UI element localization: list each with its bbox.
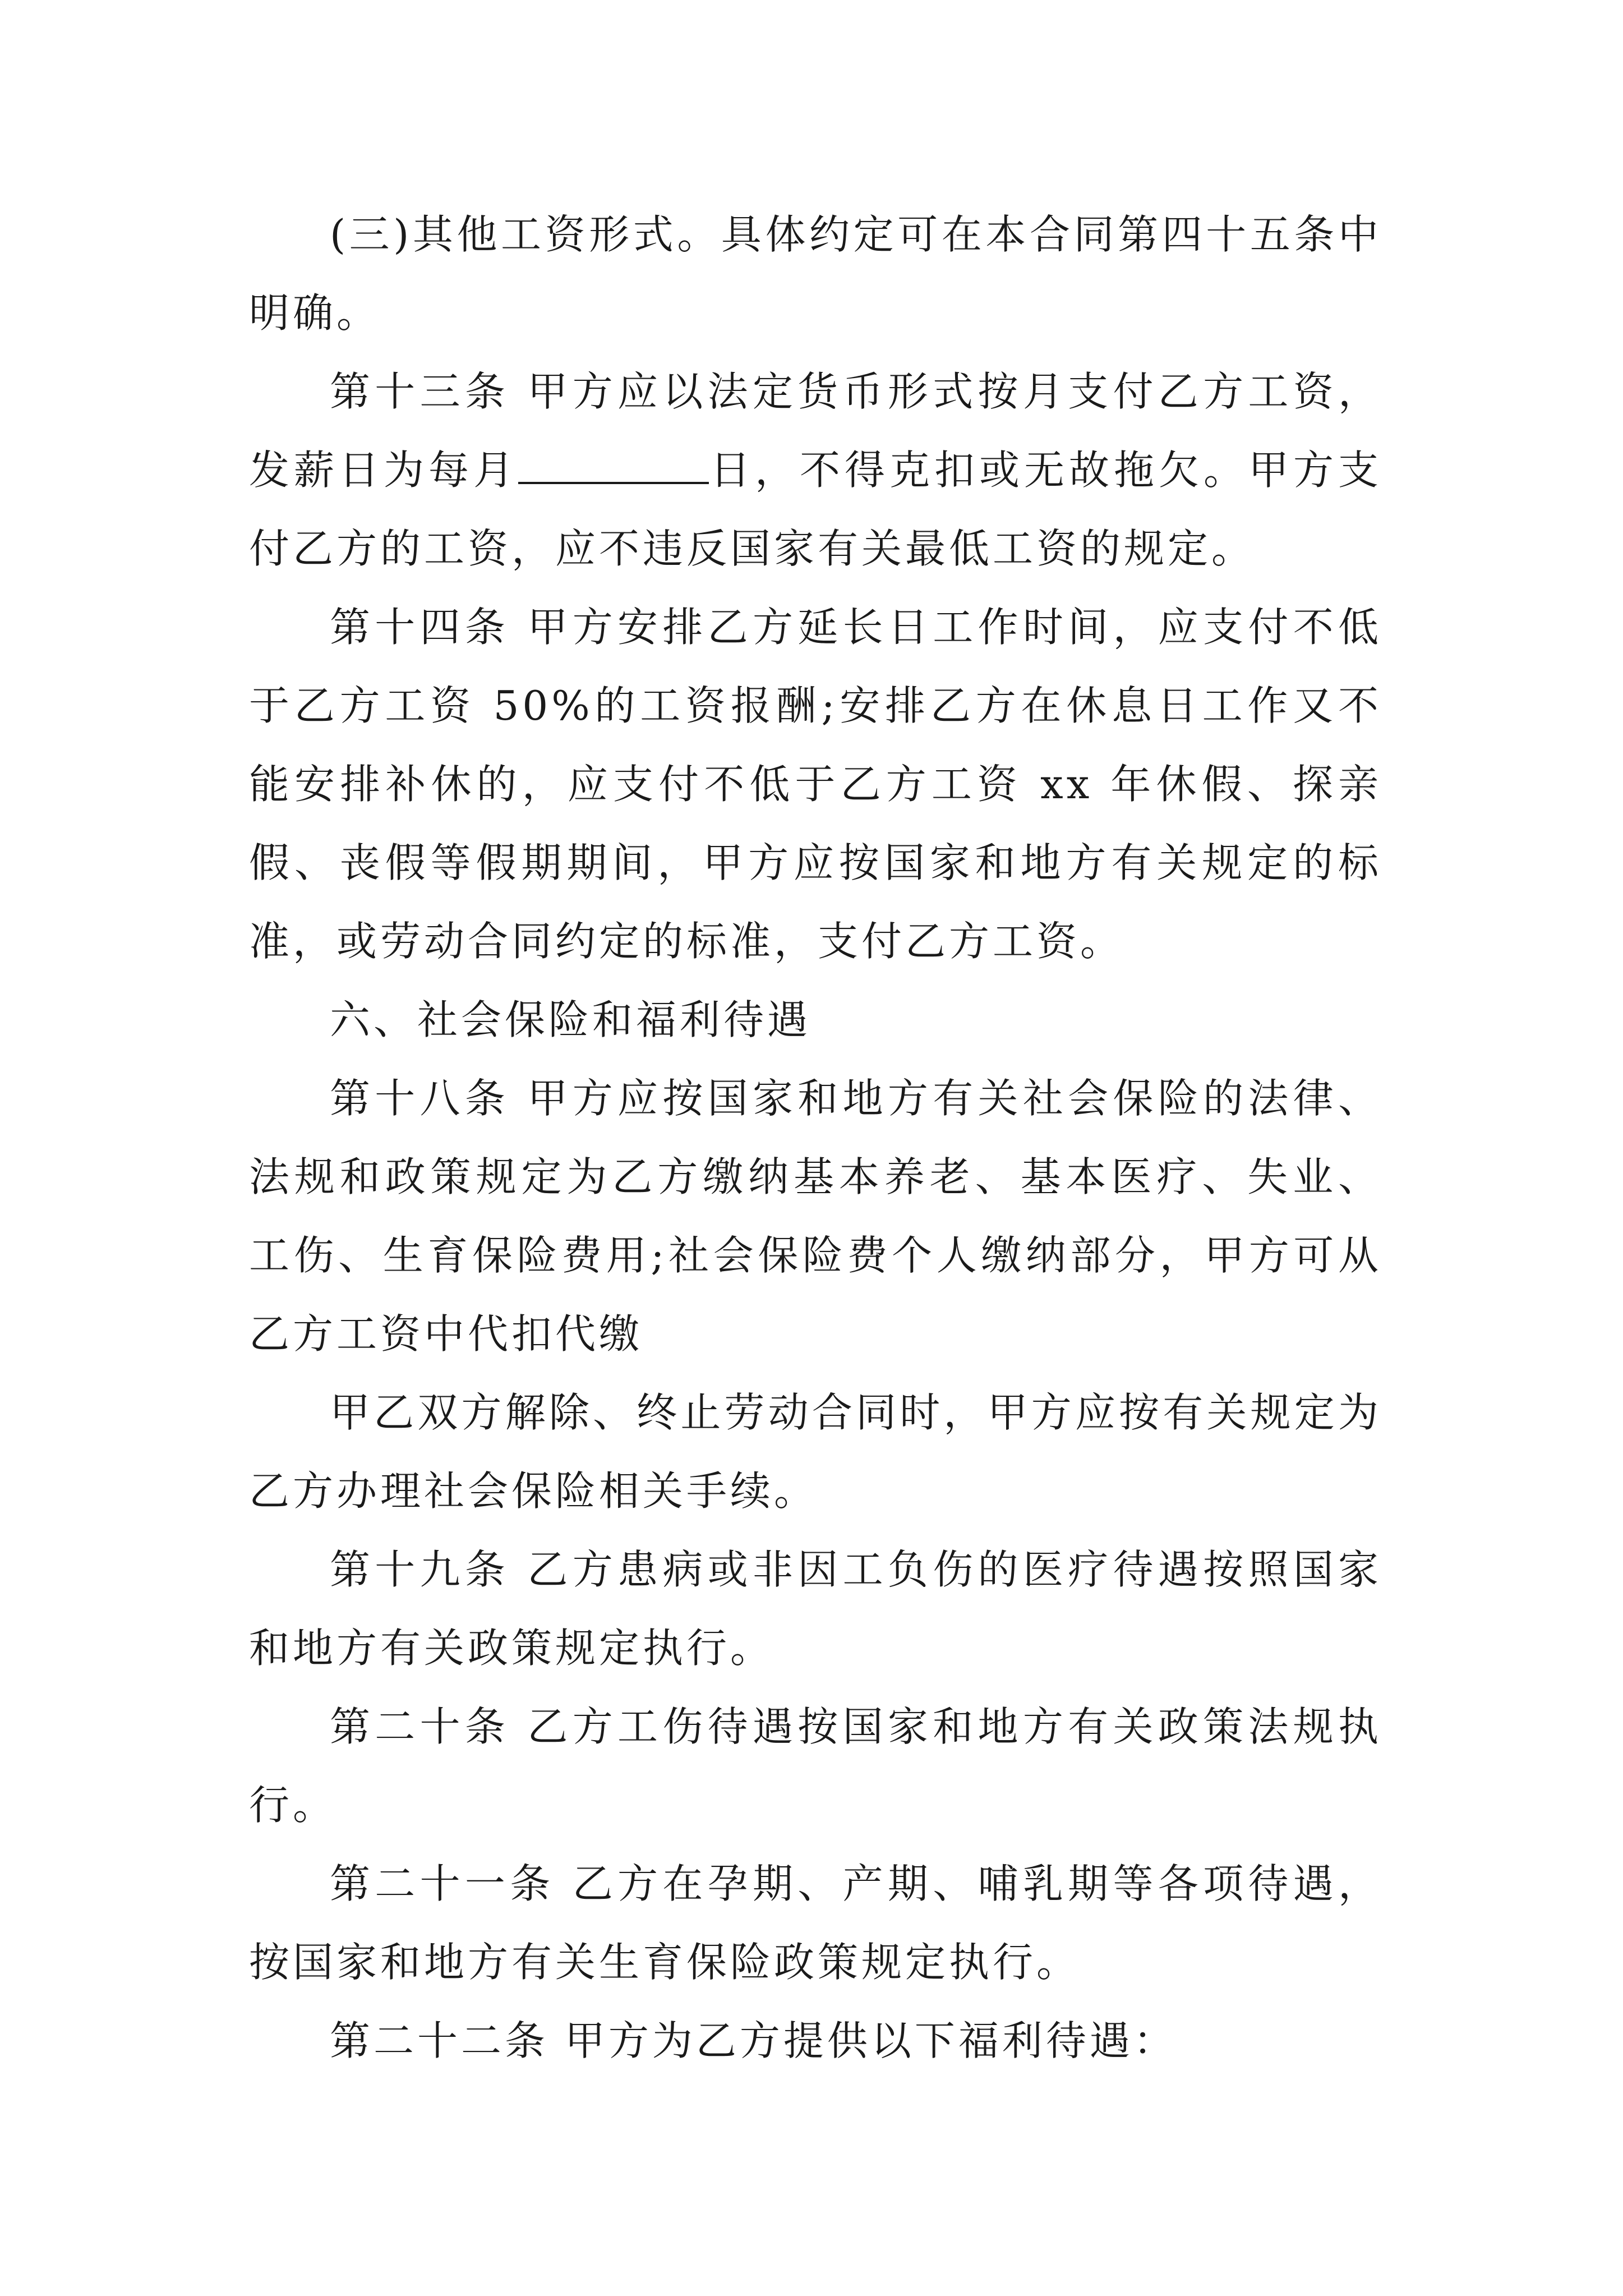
paragraph-article-14: 第十四条 甲方安排乙方延长日工作时间，应支付不低于乙方工资 50%的工资报酬;安排乙方在休息日工作又不能安排补休的，应支付不低于乙方工资 xx 年休假、探亲假、丧假等假期期间，甲方应按国家和地方有关规定的标准，或劳动合同约定的标准，支付乙方工资。 [249,604,1382,965]
paragraph-article-18: 第十八条 甲方应按国家和地方有关社会保险的法律、法规和政策规定为乙方缴纳基本养老、基本医疗、失业、工伤、生育保险费用;社会保险费个人缴纳部分，甲方可从乙方工资中代扣代缴 [249,1075,1382,1358]
paragraph-termination-insurance: 甲乙双方解除、终止劳动合同时，甲方应按有关规定为乙方办理社会保险相关手续。 [249,1389,1382,1515]
payday-blank-field [518,447,709,484]
paragraph-article-22: 第二十二条 甲方为乙方提供以下福利待遇： [330,2017,1177,2064]
section-heading-social-insurance: 六、社会保险和福利待遇 [330,996,811,1043]
paragraph-other-wage-forms: (三)其他工资形式。具体约定可在本合同第四十五条中明确。 [249,211,1382,337]
paragraph-article-19: 第十九条 乙方患病或非因工负伤的医疗待遇按照国家和地方有关政策规定执行。 [249,1546,1382,1672]
article-13-text-before: 第十三条 甲方应以法定货币形式按月支付乙方工资，发薪日为每月 [249,368,1382,494]
paragraph-article-20: 第二十条 乙方工伤待遇按国家和地方有关政策法规执行。 [249,1703,1382,1829]
paragraph-article-21: 第二十一条 乙方在孕期、产期、哺乳期等各项待遇，按国家和地方有关生育保险政策规定执行。 [249,1860,1382,1986]
document-body [249,195,1382,2080]
article-13-text-after: 日，不得克扣或无故拖欠。甲方支付乙方的工资，应不违反国家有关最低工资的规定。 [249,447,1382,572]
paragraph-article-13 [249,352,1382,588]
